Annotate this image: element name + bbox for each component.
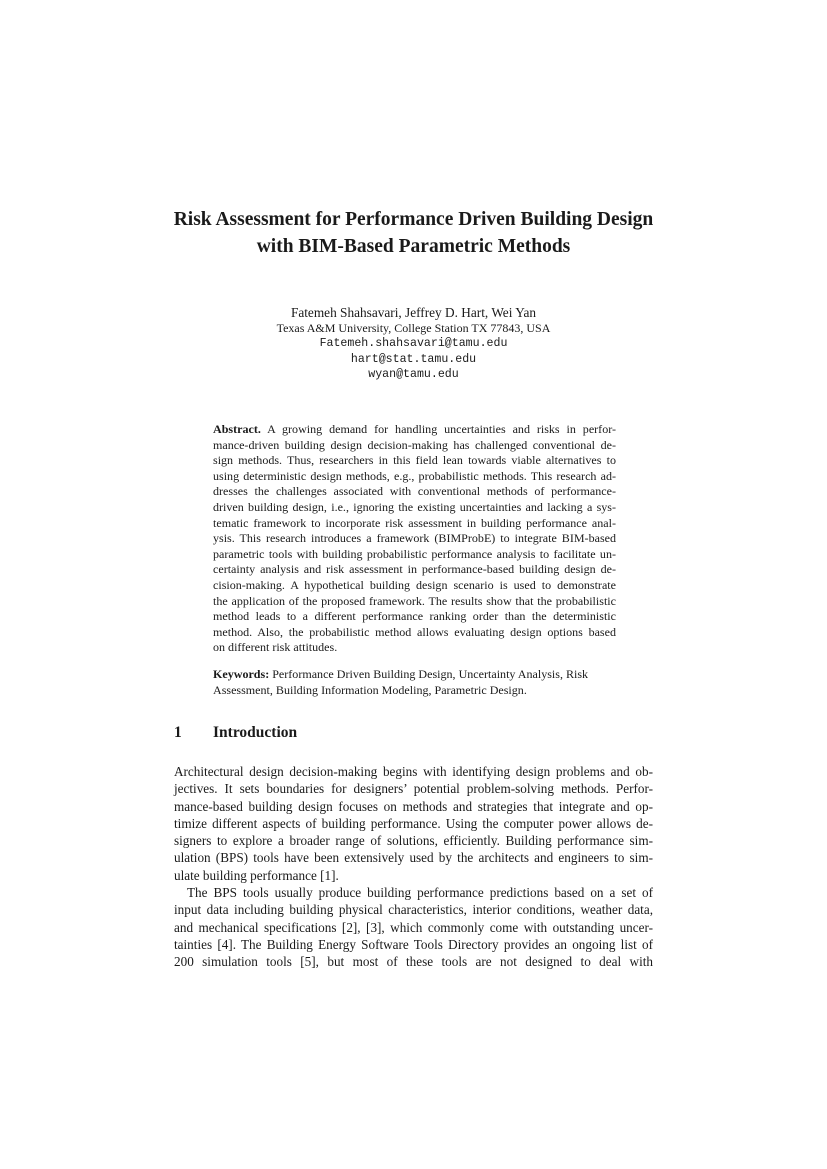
body-line: input data including building physical characteristics, interior conditions, weather data, — [174, 902, 653, 918]
abstract-line: using deterministic design methods, e.g., probabilistic methods. This research ad- — [213, 468, 616, 483]
abstract-line: parametric tools with building probabilistic performance analysis to facilitate un- — [213, 546, 616, 561]
paper-title — [120, 206, 707, 260]
keywords-line — [213, 667, 616, 683]
abstract-line: method. Also, the probabilistic method allows evaluating design options based — [213, 624, 616, 639]
abstract-line: the application of the proposed framework. The results show that the probabilistic — [213, 593, 616, 608]
keywords — [213, 667, 616, 698]
keywords-label: Keywords: — [213, 667, 270, 681]
affiliation: Texas A&M University, College Station TX 77843, USA — [276, 321, 551, 335]
body-line: 200 simulation tools [5], but most of these tools are not designed to deal with — [174, 954, 653, 970]
body-line: ulate building performance [1]. — [174, 867, 339, 883]
body-line: timize different aspects of building performance. Using the computer power allows de- — [174, 815, 653, 831]
email-list — [120, 336, 707, 383]
author-list: Fatemeh Shahsavari, Jeffrey D. Hart, Wei Yan — [290, 305, 537, 320]
abstract-line: cision-making. A hypothetical building design scenario is used to demonstrate — [213, 577, 616, 592]
abstract-line: mance-driven building design decision-making has challenged conventional de- — [213, 437, 616, 452]
body-line: mance-based building design focuses on methods and strategies that integrate and op- — [174, 798, 653, 814]
body-line: tainties [4]. The Building Energy Software Tools Directory provides an ongoing list of — [174, 936, 653, 952]
email-address: hart@stat.tamu.edu — [350, 352, 477, 366]
body-line: jectives. It sets boundaries for designers’ potential problem-solving methods. Perfor- — [174, 781, 653, 797]
abstract-line: driven building design, i.e., ignoring the existing uncertainties and lacking a sys- — [213, 499, 616, 514]
abstract — [213, 422, 616, 656]
body-line: ulation (BPS) tools have been extensively used by the architects and engineers to sim- — [174, 850, 653, 866]
body-line: The BPS tools usually produce building performance predictions based on a set of — [187, 885, 653, 901]
abstract-line: sign methods. Thus, researchers in this field lean towards viable alternatives to — [213, 453, 616, 468]
abstract-line: on different risk attitudes. — [213, 640, 338, 655]
section-heading — [174, 724, 297, 742]
abstract-line: method leads to a different performance ranking order than the deterministic — [213, 609, 616, 624]
body-line: Architectural design decision-making begins with identifying design problems and ob- — [174, 764, 653, 779]
title-line: with BIM-Based Parametric Methods — [256, 236, 571, 257]
body-line: signers to explore a broader range of solutions, efficiently. Building performance sim- — [174, 833, 653, 849]
abstract-text: A growing demand for handling uncertainties and risks in perfor- — [260, 422, 616, 436]
email-address: wyan@tamu.edu — [368, 368, 459, 381]
abstract-line: dresses the challenges associated with conventional methods of performance- — [213, 484, 616, 499]
body-line: and mechanical specifications [2], [3], which commonly come with outstanding uncer- — [174, 919, 653, 935]
abstract-line — [213, 422, 616, 438]
section-number: 1 — [174, 724, 182, 741]
abstract-label: Abstract. — [213, 422, 261, 436]
keywords-line: Assessment, Building Information Modeling, Parametric Design. — [213, 682, 527, 697]
abstract-line: certainty analysis and risk assessment in performance-based building design de- — [213, 562, 616, 577]
title-line: Risk Assessment for Performance Driven Building Design — [173, 209, 654, 230]
email-address: Fatemeh.shahsavari@tamu.edu — [319, 337, 508, 350]
section-title: Introduction — [213, 724, 298, 741]
keywords-text: Performance Driven Building Design, Uncertainty Analysis, Risk — [269, 667, 589, 681]
body-text — [174, 763, 653, 971]
abstract-line: tematic framework to incorporate risk assessment in building performance anal- — [213, 515, 616, 530]
abstract-line: ysis. This research introduces a framework (BIMProbE) to integrate BIM-based — [213, 531, 616, 546]
